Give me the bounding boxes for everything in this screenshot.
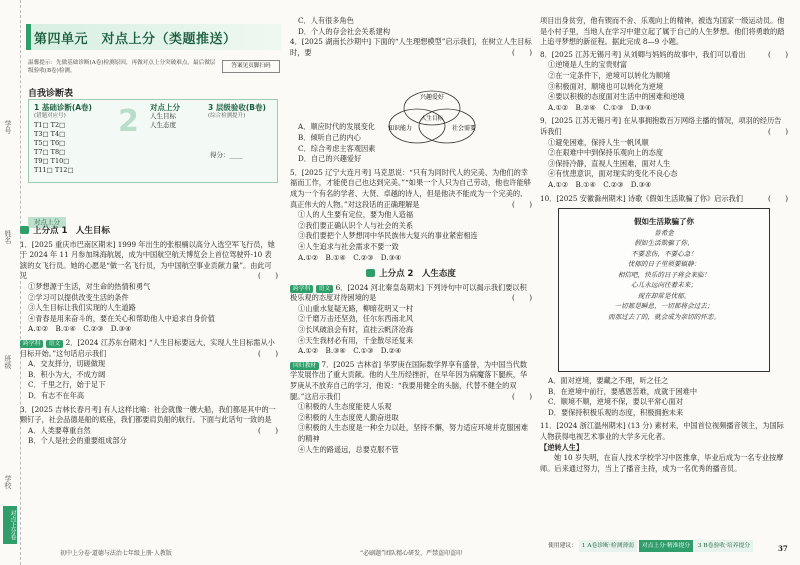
binding-label-class: 班级 <box>4 355 12 369</box>
footprint-icon <box>20 226 29 234</box>
question-1: 1．[2025 重庆市巴南区期末] 1999 年出生的张根楠以高分入选空军飞行员，她于 2024 年 11 月参加珠海航展，成为中国航空航天博览会上首位驾驶歼-10 表演的女飞行员。她的心愿是“做一名飞行员，为中国航空事业贡献力量”。由此可见 ( ) <box>20 239 278 281</box>
venn-label-left: 知识能力 <box>387 125 413 132</box>
answer-paren[interactable]: ( ) <box>512 199 532 209</box>
footer-middle: “必刷题”团队精心研发，严禁盗印盗印 <box>360 550 463 557</box>
answer-paren[interactable]: ( ) <box>512 391 532 401</box>
poem-box <box>558 208 770 372</box>
option: ②积极的人生态度使人勤奋进取 <box>298 412 399 422</box>
footprint-icon <box>366 269 375 277</box>
question-11: 11．[2024 浙江温州期末] (13 分) 素材来，中国首位视频播音领主，为国际人物获得电视艺术事业的大学多元化者。 <box>540 421 784 442</box>
textbook-badge: 回归教材 <box>290 362 319 370</box>
option: C．人有很多角色 <box>298 16 354 25</box>
option: ①积极的人生态度能使人乐观 <box>298 402 392 412</box>
footer-left: 初中上分卷·道德与法治七年级上册·人教版 <box>60 550 172 557</box>
unit-title: 第四单元 对点上分（类题推送） <box>34 32 237 47</box>
usage-suggestion <box>548 540 774 552</box>
option: ④有忧患意识，面对现实的变化不良心态 <box>548 169 678 179</box>
usage-label: 使用建议： <box>548 543 577 549</box>
answer-choices: A.①② B.①④ C.②③ D.③④ <box>548 179 652 189</box>
section-tag: 对点上分 <box>28 217 66 228</box>
option: ②我们要正确认识个人与社会的关系 <box>298 220 414 230</box>
venn-label-right: 社会需要 <box>451 125 477 132</box>
step-number: 2 <box>118 104 139 139</box>
question-3: 3．[2025 吉林长春月考] 有人这样比喻：社会就像一艘大船，我们都是其中的一颗钉子，社会品德是船的底座，我们都要肩负船的航行。下面与此话句一致的是 ( ) <box>20 404 278 435</box>
diag-points <box>150 103 206 130</box>
binding-label-student-id: 学号 <box>4 120 12 134</box>
poem-line: 相信吧，快乐的日子将会来临！ <box>617 270 711 279</box>
option: D．有志不在年高 <box>28 390 85 400</box>
question-8: 8．[2025 江苏无锡月考] 从刘卿与妈妈的故事中，我们可以看出 ( ) <box>540 49 788 59</box>
option: ①梦想源于生活，对生命的热情和勇气 <box>28 281 151 291</box>
diag-row[interactable]: T7□ T8□ <box>34 148 66 156</box>
poem-title: 假如生活欺骗了你 <box>634 217 694 227</box>
section-tag-bar <box>28 209 276 226</box>
binding-strip <box>0 0 21 565</box>
diag-point-item: 人生目标 <box>150 112 176 120</box>
venn-diagram <box>372 88 492 148</box>
option: ④人生追求与社会需求不要一致 <box>298 241 399 251</box>
score-label: 得分： <box>210 151 230 159</box>
answer-choices: A.①② B.①④ C.②③ D.③④ <box>298 252 402 262</box>
diag-basic <box>34 103 110 175</box>
section-attitude-head: 上分点 2 人生态度 <box>290 269 532 280</box>
option: ③积极的人生态度是一种全力以赴，坚持不懈，努力适应环境并克服困难的精神 <box>298 423 529 443</box>
option: ④要以积极的态度面对生活中的困难和逆境 <box>548 92 685 102</box>
poem-line: 忧郁的日子里须要镇静： <box>627 260 701 269</box>
poem-line: 不要悲伤，不要心急！ <box>631 249 697 258</box>
intro-note: 温馨提示：先做基础诊断(A卷)检测原因，再做对点上分突破难点，最后做层级验收(B卷)检测。 <box>28 60 216 74</box>
question-7: 回归教材 7．[2025 吉林省] 华罗庚在国际数学界享有盛誉，为中国当代数学发展作出了重大贡献。他的人生历经挫折，在早年因为病魔落下腿疾，华罗庚从不放弃自己的学习，他说：“我要用健全的头脑，代替不健全的双腿。”这启示我们 ( ) <box>290 359 532 401</box>
option: C．顺境不顺，逆境不保，要以平常心面对 <box>548 397 683 407</box>
answer-paren[interactable]: ( ) <box>512 47 532 57</box>
option: ②学习可以提供改变生活的条件 <box>28 292 129 302</box>
poem-line: 现在却常是忧郁。 <box>637 291 691 300</box>
option: ①山重水复疑无路，柳暗花明又一村 <box>298 303 414 313</box>
option: D．自己的兴趣爱好 <box>298 154 362 164</box>
diag-final-sub: (综合检测提升) <box>208 113 246 119</box>
cross-subject-badge: 跨学科 <box>290 285 313 293</box>
usage-step-1: 1 A卷诊断·检测薄弱 <box>579 540 637 552</box>
qr-note: 答案见页脚扫码 <box>222 60 280 73</box>
option: D．个人的存会社会关系建构 <box>298 26 391 36</box>
score-value: ____ <box>229 151 243 159</box>
diag-row[interactable]: T9□ T10□ <box>34 157 70 165</box>
option: ④天生我材必有用，千金散尽还复来 <box>298 335 414 345</box>
option: D．要保持积极乐观的态度，积极拥抱未来 <box>548 407 684 417</box>
diag-points-head: 对点上分 <box>150 103 180 112</box>
option: A．顺应时代的发展变化 <box>298 122 376 132</box>
option: ②在艰难中中到保持乐观向上的态度 <box>548 148 664 158</box>
chinese-badge: 语文 <box>46 340 64 348</box>
option: ④人生的路遥远，总要克服不管 <box>298 444 399 454</box>
column-1 <box>20 222 278 542</box>
usage-step-2: 对点上分·精准提分 <box>639 540 693 552</box>
diag-final <box>208 103 274 121</box>
question-9: 9．[2025 江苏无锡月考] 在从事拥抱数百万网络主播的情况，项羽的经历告诉我们 ( ) <box>540 116 788 136</box>
poem-line: 假如生活欺骗了你， <box>634 239 694 248</box>
option: ③人生目标让我们实现的人生道路 <box>28 303 136 313</box>
answer-choices: A.①② B.①④ C.②③ D.③④ <box>28 324 132 334</box>
option: A．交友择分，切磋做现 <box>28 359 106 369</box>
option: ①避免困难，保持人生一帆风顺 <box>548 137 649 147</box>
option: ③积极面对，顺境也可以转化为逆境 <box>548 81 664 91</box>
question-4: 4．[2025 湖南长沙期中] 下面的“人生理想模型”启示我们，在树立人生目标时，要 ( ) <box>290 37 532 57</box>
page-number: 37 <box>778 544 788 553</box>
option: ②在一定条件下，逆境可以转化为顺境 <box>548 70 671 80</box>
answer-paren[interactable]: ( ) <box>258 425 278 435</box>
option: ①逆境是人生的宝贵财富 <box>548 60 628 70</box>
question-11-text: 她 10 岁失明，在盲人技术学校学习中医推拿，毕业后成为一名专业按摩师。后来通过努力，当上了播音主持，成为一名优秀的播音员。 <box>540 453 784 473</box>
answer-choices: A.①② B.③④ C.①③ D.②④ <box>298 346 402 356</box>
score-field[interactable] <box>210 150 243 159</box>
answer-paren[interactable]: ( ) <box>768 49 788 59</box>
option: B．个人是社会的重要组成部分 <box>28 436 127 446</box>
option: B．在逆境中前行，要感恩苦难，成就于困难中 <box>548 386 698 396</box>
chinese-badge: 语文 <box>316 285 334 293</box>
option: B．倾听自己的内心 <box>298 132 361 142</box>
answer-paren[interactable]: ( ) <box>258 271 278 281</box>
question-5: 5．[2025 辽宁大连月考] 马克思说：“只有为同时代人的完美、为他们的幸福而工作，才能使自己也达到完美。”“如果一个人只为自己劳动，他也许能够成为一个有名的学者、大贤、卓越的诗人，但是他决不能成为一个完美的、真正伟大的人物。”对这段话的正确理解是 ( ) <box>290 167 532 209</box>
option: ②千磨万击还坚劲，任尔东西南北风 <box>298 314 414 324</box>
question-6: 跨学科 语文 6．[2024 河北秦皇岛期末] 下列诗句中可以揭示我们要以积极乐观的态度对待困境的是 ( ) <box>290 282 532 303</box>
corner-logo: 对点上分卷 <box>3 506 17 544</box>
binding-label-name: 姓名 <box>4 230 12 244</box>
venn-label-center: 人生目标 <box>420 116 444 122</box>
self-diagnosis-title: 自我诊断表 <box>28 89 74 99</box>
poem-line: 而那过去了的，就会成为亲切的怀恋。 <box>607 312 721 321</box>
binding-label-school: 学校 <box>4 475 12 489</box>
diag-row[interactable]: T1□ T2□ <box>34 121 66 129</box>
option: ④青春是用来奋斗的，要在关心和帮助他人中追求自身价值 <box>28 313 215 323</box>
answer-paren[interactable]: ( ) <box>768 126 788 136</box>
poem-line: 心儿永远向往着未来； <box>631 281 697 290</box>
option: ①人的人生要有定位，要为他人造福 <box>298 210 414 220</box>
poem-line: 一切都是瞬息，一切都将会过去； <box>614 302 714 311</box>
section-goal-head: 上分点 1 人生目标 <box>20 226 278 237</box>
option: A．人类要尊重自然 <box>28 425 91 435</box>
question-10: 10．[2025 安徽滁州期末] 诗歌《假如生活欺骗了你》启示我们 ( ) <box>540 193 788 203</box>
column-3 <box>540 16 788 538</box>
option: C．千里之行，始于足下 <box>28 380 106 390</box>
diag-row[interactable]: T5□ T6□ <box>34 139 66 147</box>
answer-choices: A.①② B.②④ C.①③ D.③④ <box>548 102 652 112</box>
diag-point-item: 人生态度 <box>150 121 176 129</box>
cross-subject-badge: 跨学科 <box>20 340 43 348</box>
answer-paren[interactable]: ( ) <box>258 348 278 358</box>
venn-label-top: 兴趣爱好 <box>419 94 445 101</box>
diag-final-head: 3 层级验收(B卷) <box>208 103 266 112</box>
option: ③保持冷静，直视人生困难，面对人生 <box>548 158 671 168</box>
diag-basic-head: 1 基础诊断(A卷) <box>34 103 92 112</box>
question-2: 跨学科 语文 2．[2024 江苏东台期末] “人生目标要远大，实现人生目标需从小目标开始。”这句话启示我们 ( ) <box>20 337 278 358</box>
option: ③长风破浪会有时，直挂云帆济沧海 <box>298 325 414 335</box>
option: A．面对逆境，要藏之不理，听之任之 <box>548 376 669 386</box>
option: B．积小为大，不成方阔 <box>28 369 106 379</box>
question-7-continued: 项目出身贫穷，他有锲而不舍、乐观向上的精神，被选为国家一级运动员。他是小村子里，当地人在学习中建立起了属于自己的人生梦想。他们将勇敢的踏上追寻梦想的新征程。据此完成 8—9 小题。 <box>540 16 785 47</box>
answer-paren[interactable]: ( ) <box>512 293 532 303</box>
answer-paren[interactable]: ( ) <box>768 193 788 203</box>
question-11-subtitle: 【逆转人生】 <box>540 442 584 452</box>
diag-row[interactable]: T3□ T4□ <box>34 130 66 138</box>
diag-row[interactable]: T11□ T12□ <box>34 166 74 174</box>
option: C．综合考虑主客观因素 <box>298 143 376 153</box>
option: ③我们要把个人梦想同中华民族伟大复兴的事业紧密相连 <box>298 231 478 241</box>
usage-step-3: 3 B卷验收·培养提分 <box>695 540 753 552</box>
diag-basic-sub: (错题对应号) <box>34 113 66 119</box>
poem-author: 普希金 <box>654 228 674 237</box>
